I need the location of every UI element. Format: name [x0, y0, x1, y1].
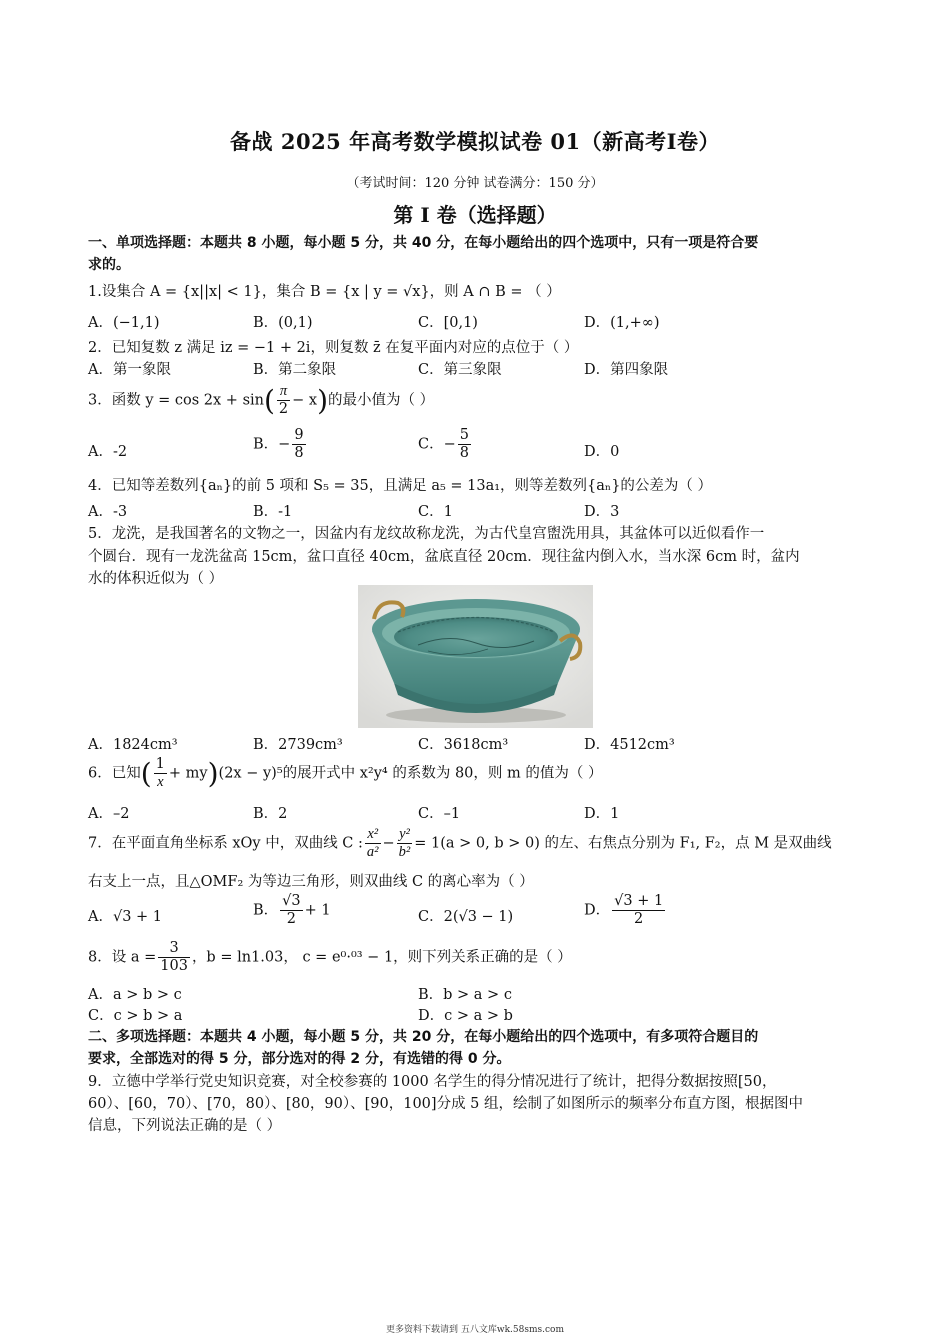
- section2-heading-line1: 二、多项选择题：本题共 4 小题，每小题 5 分，共 20 分，在每小题给出的四个选项中，有多项符合题目的: [88, 1029, 759, 1045]
- q7-fraction2-denominator: b²: [398, 844, 411, 860]
- q7-minus: −: [382, 835, 395, 852]
- q7-stem-pre: 7．在平面直角坐标系 xOy 中，双曲线 C :: [88, 835, 363, 852]
- section2-heading-line2: 要求，全部选对的得 5 分，部分选对的得 2 分，有选错的得 0 分。: [88, 1051, 511, 1067]
- q8-stem-post: ，b = ln1.03， c = e⁰·⁰³ − 1，则下列关系正确的是（ ）: [191, 949, 572, 966]
- q5-option-b: B．2739cm³: [253, 737, 343, 753]
- q6-stem-post: (2x − y)⁵的展开式中 x²y⁴ 的系数为 80，则 m 的值为（ ）: [218, 765, 603, 782]
- q8-fraction-denominator: 103: [160, 958, 188, 974]
- q5-option-a: A．1824cm³: [88, 737, 178, 753]
- q5-line3: 水的体积近似为（ ）: [88, 571, 224, 587]
- q3-fraction-denominator: 2: [278, 401, 289, 417]
- q3-stem-pre: 3．函数 y = cos 2x + sin: [88, 392, 264, 409]
- q7-option-d-prefix: D．: [584, 902, 611, 919]
- q6-option-b: B．2: [253, 806, 288, 822]
- exam-title: 备战 2025 年高考数学模拟试卷 01（新高考Ⅰ卷）: [230, 129, 720, 154]
- q9-line2: 60）、[60，70）、[70，80）、[80，90）、[90，100]分成 5 组，绘制了如图所示的频率分布直方图，根据图中: [88, 1096, 804, 1112]
- q7-fraction2-numerator: y²: [397, 826, 413, 844]
- q7-line2: 右支上一点，且△OMF₂ 为等边三角形，则双曲线 C 的离心率为（ ）: [88, 874, 534, 890]
- q6-stem-mid: + my: [168, 765, 208, 782]
- q7-option-b-prefix: B．: [253, 902, 279, 919]
- q6-option-c: C．–1: [418, 806, 461, 822]
- longxi-basin-image: [358, 585, 593, 728]
- q7-option-c: C．2(√3 − 1): [418, 909, 514, 925]
- q3-option-b-prefix: B．−: [253, 436, 291, 453]
- q8-stem: [88, 940, 572, 975]
- q6-fraction-denominator: x: [157, 774, 164, 790]
- q7-option-b: [253, 893, 331, 928]
- page-footer: 更多资料下载请到 五八文库wk.58sms.com: [386, 1325, 564, 1335]
- q4-option-a: A．-3: [88, 504, 128, 520]
- paren-open-icon: (: [140, 757, 152, 790]
- q7-option-d: [584, 893, 667, 928]
- q2-stem: 2．已知复数 z 满足 iz = −1 + 2i，则复数 z̄ 在复平面内对应的点位于（ ）: [88, 340, 579, 356]
- q8-option-c: C．c > b > a: [88, 1008, 183, 1024]
- q3-stem-tail: 的最小值为（ ）: [328, 392, 435, 409]
- q2-option-c: C．第三象限: [418, 362, 502, 378]
- q7-option-d-numerator: √3 + 1: [614, 893, 664, 909]
- q3-option-c-denominator: 8: [459, 445, 469, 461]
- q5-option-c: C．3618cm³: [418, 737, 509, 753]
- q3-option-d: D．0: [584, 444, 620, 460]
- q1-option-c: C．[0,1): [418, 315, 478, 331]
- q4-option-d: D．3: [584, 504, 620, 520]
- q8-option-b: B．b > a > c: [418, 987, 512, 1003]
- paren-open-icon: (: [263, 384, 275, 417]
- q5-option-d: D．4512cm³: [584, 737, 675, 753]
- q7-fraction1-numerator: x²: [365, 826, 381, 844]
- part-title: 第 I 卷（选择题）: [393, 203, 557, 227]
- q7-option-b-suffix: + 1: [304, 902, 331, 919]
- q8-fraction-numerator: 3: [158, 940, 190, 958]
- q1-stem: 1.设集合 A = {x||x| < 1}，集合 B = {x | y = √x}，则 A ∩ B = （ ）: [88, 284, 561, 300]
- q3-option-c: [418, 427, 473, 462]
- q6-stem-pre: 6．已知: [88, 765, 141, 782]
- section1-heading-line2: 求的。: [88, 257, 130, 273]
- section1-heading-line1: 一、单项选择题：本题共 8 小题，每小题 5 分，共 40 分，在每小题给出的四个选项中，只有一项是符合要: [88, 235, 759, 251]
- q3-stem-post: − x: [292, 392, 318, 409]
- q8-option-a: A．a > b > c: [88, 987, 182, 1003]
- q4-stem: 4．已知等差数列{aₙ}的前 5 项和 S₅ = 35，且满足 a₅ = 13a₁，则等差数列{aₙ}的公差为（ ）: [88, 478, 713, 494]
- q1-option-d: D．(1,+∞): [584, 315, 660, 331]
- q4-option-b: B．-1: [253, 504, 293, 520]
- q7-stem-post: = 1(a > 0, b > 0) 的左、右焦点分别为 F₁, F₂，点 M 是双曲线: [414, 835, 832, 852]
- q3-fraction-numerator: π: [277, 383, 290, 401]
- q5-line1: 5．龙洗，是我国著名的文物之一，因盆内有龙纹故称龙洗，为古代皇宫盥洗用具，其盆体可以近似看作一: [88, 526, 765, 542]
- paren-close-icon: ): [317, 384, 329, 417]
- q5-line2: 个圆台．现有一龙洗盆高 15cm，盆口直径 40cm，盆底直径 20cm．现往盆内倒入水，当水深 6cm 时，盆内: [88, 549, 800, 565]
- q7-option-a: A．√3 + 1: [88, 909, 163, 925]
- q7-option-d-denominator: 2: [634, 911, 644, 927]
- q7-fraction1-denominator: a²: [366, 844, 379, 860]
- q7-option-b-denominator: 2: [286, 911, 296, 927]
- q3-option-c-prefix: C．−: [418, 436, 456, 453]
- q2-option-a: A．第一象限: [88, 362, 171, 378]
- q6-option-a: A．–2: [88, 806, 130, 822]
- q1-option-a: A．(−1,1): [88, 315, 160, 331]
- exam-subtitle: （考试时间：120 分钟 试卷满分：150 分）: [346, 176, 604, 191]
- q9-line3: 信息，下列说法正确的是（ ）: [88, 1118, 282, 1134]
- q6-fraction-numerator: 1: [155, 756, 165, 772]
- q8-stem-pre: 8．设 a =: [88, 949, 157, 966]
- q3-option-b-denominator: 8: [294, 445, 304, 461]
- q6-option-d: D．1: [584, 806, 620, 822]
- q2-option-b: B．第二象限: [253, 362, 337, 378]
- q9-line1: 9．立德中学举行党史知识竞赛，对全校参赛的 1000 名学生的得分情况进行了统计，把得分数据按照[50，: [88, 1074, 777, 1090]
- q3-option-a: A．-2: [88, 444, 128, 460]
- q3-option-b: [253, 427, 308, 462]
- q1-option-b: B．(0,1): [253, 315, 313, 331]
- q8-option-d: D．c > a > b: [418, 1008, 513, 1024]
- q3-option-c-numerator: 5: [459, 427, 469, 443]
- q2-option-d: D．第四象限: [584, 362, 669, 378]
- q3-stem: [88, 383, 434, 418]
- q7-stem: [88, 826, 832, 861]
- q7-option-b-numerator: √3: [282, 893, 301, 909]
- q3-option-b-numerator: 9: [294, 427, 304, 443]
- paren-close-icon: ): [207, 757, 219, 790]
- q4-option-c: C．1: [418, 504, 453, 520]
- q6-stem: [88, 756, 602, 791]
